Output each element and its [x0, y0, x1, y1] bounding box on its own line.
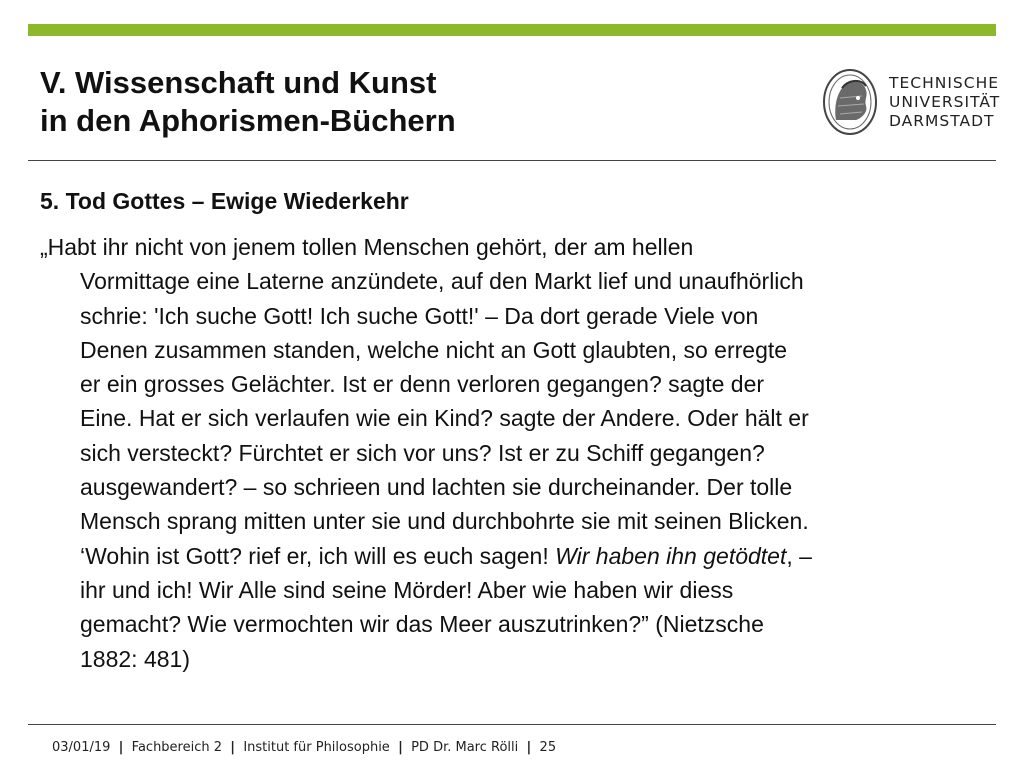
footer-separator: |: [526, 740, 532, 755]
quote-line-10-end: , –: [786, 542, 812, 569]
footer-separator: |: [398, 740, 403, 755]
footer-separator: |: [230, 740, 236, 755]
footer: [52, 740, 556, 755]
quote-line-13: 1882: 481): [80, 645, 190, 672]
footer-divider: [28, 724, 996, 725]
slide-title-line-1: V. Wissenschaft und Kunst: [40, 65, 437, 100]
footer-department: Fachbereich 2: [131, 740, 223, 755]
slide-title-line-2: in den Aphorismen-Büchern: [40, 103, 456, 138]
quote-line-6: Eine. Hat er sich verlaufen wie ein Kind? sagte der Andere. Oder hält er: [80, 405, 809, 432]
quote-line-10-start: ‘Wohin ist Gott? rief er, ich will es euch sagen!: [80, 542, 556, 569]
quote-line-10: [40, 539, 1000, 573]
quote-line-4: Denen zusammen standen, welche nicht an Gott glaubten, so erregte: [80, 336, 788, 363]
quote-line-3: schrie: 'Ich suche Gott! Ich suche Gott!' – Da dort gerade Viele von: [80, 302, 759, 329]
quote-line-11: ihr und ich! Wir Alle sind seine Mörder! Aber wie haben wir diess: [80, 576, 734, 603]
header-divider: [28, 160, 996, 161]
quote-line-2: Vormittage eine Laterne anzündete, auf den Markt lief und unaufhörlich: [80, 268, 804, 295]
athena-seal-icon: [822, 68, 878, 136]
footer-separator: |: [118, 740, 124, 755]
footer-date: 03/01/19: [52, 740, 111, 755]
quote-line-9: Mensch sprang mitten unter sie und durchbohrte sie mit seinen Blicken.: [80, 508, 809, 535]
footer-page-number: 25: [539, 740, 557, 755]
section-heading: 5. Tod Gottes – Ewige Wiederkehr: [40, 188, 409, 214]
accent-bar: [28, 24, 996, 36]
footer-institute: Institut für Philosophie: [243, 740, 390, 755]
logo-line-2: UNIVERSITÄT: [889, 93, 1001, 111]
university-logo: [803, 58, 1001, 146]
logo-line-1: TECHNISCHE: [889, 74, 1000, 92]
quote-block: [40, 230, 1000, 676]
logo-wordmark: [889, 74, 1000, 131]
quote-line-1: „Habt ihr nicht von jenem tollen Menschen gehört, der am hellen: [40, 234, 694, 260]
quote-line-7: sich versteckt? Fürchtet er sich vor uns? Ist er zu Schiff gegangen?: [80, 439, 765, 466]
quote-line-12: gemacht? Wie vermochten wir das Meer auszutrinken?” (Nietzsche: [80, 611, 764, 638]
footer-author: PD Dr. Marc Rölli: [411, 740, 519, 755]
quote-emphasis: Wir haben ihn getödtet: [555, 542, 787, 569]
logo-line-3: DARMSTADT: [889, 112, 995, 130]
quote-line-5: er ein grosses Gelächter. Ist er denn verloren gegangen? sagte der: [80, 371, 765, 398]
slide-title: [40, 64, 760, 140]
quote-line-8: ausgewandert? – so schrieen und lachten sie durcheinander. Der tolle: [80, 474, 793, 501]
